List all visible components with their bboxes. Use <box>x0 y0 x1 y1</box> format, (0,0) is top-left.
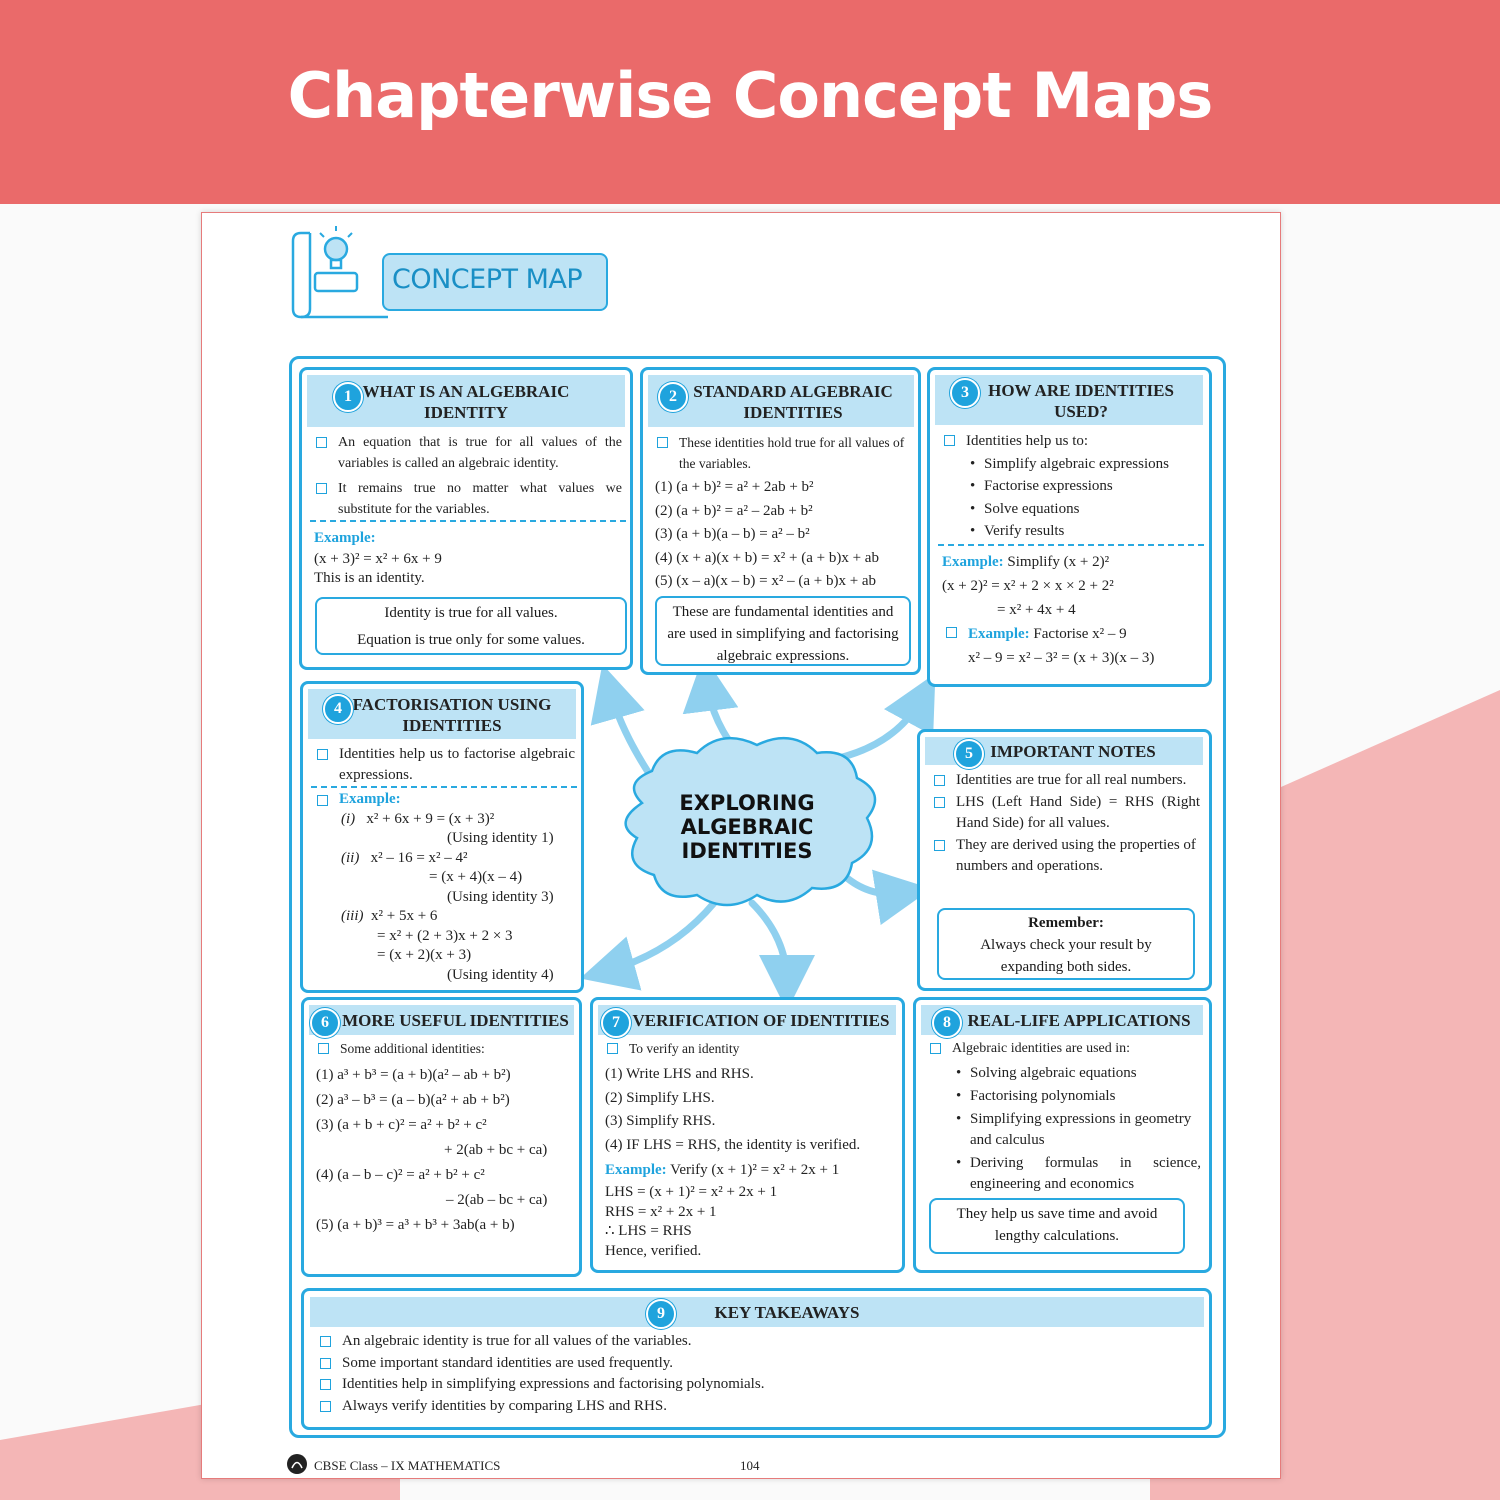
section-2-title-line1: STANDARD ALGEBRAIC <box>693 382 893 401</box>
section-3-box <box>927 367 1212 687</box>
section-4-box <box>300 681 584 993</box>
section-7-steps <box>605 1063 905 1183</box>
section-2-bullet-1 <box>653 432 915 474</box>
takeaway-1: An algebraic identity is true for all values of the variables. <box>316 1331 1196 1353</box>
more-identity-4: (4) (a – b – c)² = a² + b² + c² <box>316 1167 485 1183</box>
more-identity-3: (3) (a + b + c)² = a² + b² + c² <box>316 1117 487 1133</box>
more-identity-1: (1) a³ + b³ = (a + b)(a² – ab + b²) <box>316 1067 511 1083</box>
verify-line-1: LHS = (x + 1)² = x² + 2x + 1 <box>605 1184 778 1200</box>
section-8-title: REAL-LIFE APPLICATIONS <box>967 1011 1191 1030</box>
section-3-ex1-line1: (x + 2)² = x² + 2 × x × 2 + 2² <box>942 578 1114 594</box>
section-1-bullet-1: An equation that is true for all values of the variables is called an algebraic identity. <box>312 432 622 474</box>
center-topic <box>647 791 847 863</box>
verify-step-4: (4) IF LHS = RHS, the identity is verified. <box>605 1136 861 1153</box>
identity-4: (4) (x + a)(x + b) = x² + (a + b)x + ab <box>655 549 879 566</box>
section-6-box <box>301 997 582 1277</box>
section-1-inner-line1: Identity is true for all values. <box>384 605 558 621</box>
section-1-inner-line2: Equation is true only for some values. <box>357 632 585 648</box>
section-9-box <box>301 1288 1212 1430</box>
verify-line-3: ∴ LHS = RHS <box>605 1223 692 1239</box>
use-4: • Verify results <box>970 520 1210 543</box>
remember-box <box>937 908 1195 980</box>
section-5-bullet-1: Identities are true for all real numbers. <box>930 770 1200 792</box>
app-1: • Solving algebraic equations <box>956 1063 1201 1084</box>
identity-2: (2) (a + b)² = a² – 2ab + b² <box>655 502 813 519</box>
section-3-uses <box>940 430 1210 543</box>
section-8-inner-text: They help us save time and avoid lengthy calculations. <box>956 1206 1158 1244</box>
section-4-title-line1: FACTORISATION USING <box>352 695 552 714</box>
section-6-header <box>309 1005 574 1035</box>
header-banner <box>0 0 1500 204</box>
section-4-examples <box>313 790 583 985</box>
section-2-bullet-text: These identities hold true for all values of the variables. <box>653 432 915 474</box>
section-2-title-line2: IDENTITIES <box>743 403 843 422</box>
section-1-example-eq: (x + 3)² = x² + 6x + 9 <box>314 551 442 567</box>
section-4-title-line2: IDENTITIES <box>402 716 502 735</box>
verify-step-1: (1) Write LHS and RHS. <box>605 1066 754 1082</box>
section-2-header <box>648 375 914 427</box>
ex-ii-label: (ii) <box>341 849 360 866</box>
section-7-title: VERIFICATION OF IDENTITIES <box>632 1011 890 1030</box>
section-1-box <box>299 367 633 670</box>
section-3-ex1-line2: = x² + 4x + 4 <box>997 602 1076 618</box>
key-takeaways-list <box>316 1331 1196 1417</box>
section-7-verification <box>605 1183 905 1261</box>
section-3-ex2-line1: x² – 9 = x² – 3² = (x + 3)(x – 3) <box>968 650 1155 666</box>
app-3: • Simplifying expressions in geometry and calculus <box>956 1109 1201 1151</box>
section-6-bullet-text: Some additional identities: <box>314 1038 576 1059</box>
section-7-bullet-text: To verify an identity <box>603 1038 893 1059</box>
section-5-bullet-3: They are derived using the properties of numbers and operations. <box>930 835 1200 878</box>
ex-i-label: (i) <box>341 810 356 827</box>
section-4-bullet-1 <box>313 744 575 786</box>
section-5-bullet-2: LHS (Left Hand Side) = RHS (Right Hand Side) for all values. <box>930 792 1200 835</box>
identity-3: (3) (a + b)(a – b) = a² – b² <box>655 526 810 542</box>
section-2-inner-text: These are fundamental identities and are used in simplifying and factorising algebraic expressions. <box>667 604 899 664</box>
section-5-title: IMPORTANT NOTES <box>990 742 1156 761</box>
section-1-example-label: Example: <box>314 530 376 546</box>
section-1-example-note: This is an identity. <box>314 570 425 586</box>
section-3-title-line2: USED? <box>1054 402 1108 421</box>
section-3-number: 3 <box>950 378 980 408</box>
section-2-number: 2 <box>658 382 688 412</box>
identity-5: (5) (x – a)(x – b) = x² – (a + b)x + ab <box>655 573 877 589</box>
ex-i-note: (Using identity 1) <box>447 830 554 846</box>
section-1-title-line1: WHAT IS AN ALGEBRAIC <box>362 382 570 401</box>
ex-iii-label: (iii) <box>341 908 364 924</box>
section-3-ex2-label: Example: <box>968 626 1030 642</box>
section-9-title: KEY TAKEAWAYS <box>714 1303 860 1322</box>
section-2-box <box>640 367 921 675</box>
section-1-title-line2: IDENTITY <box>423 403 509 422</box>
use-3: • Solve equations <box>970 498 1210 521</box>
identity-1: (1) (a + b)² = a² + 2ab + b² <box>655 479 814 495</box>
use-1: • Simplify algebraic expressions <box>970 453 1210 476</box>
remember-text: Always check your result by expanding both sides. <box>980 937 1152 975</box>
section-8-inner-box <box>929 1198 1185 1254</box>
concept-map-page <box>201 212 1281 1479</box>
section-1-divider <box>310 520 626 522</box>
section-8-box <box>913 997 1212 1273</box>
section-9-number: 9 <box>646 1299 676 1329</box>
section-3-examples <box>942 550 1212 670</box>
section-7-example-label: Example: <box>605 1162 667 1178</box>
section-4-bullet-text: Identities help us to factorise algebraic expressions. <box>313 744 575 786</box>
ex-ii-eq2: = (x + 4)(x – 4) <box>429 869 523 885</box>
section-1-bullets <box>312 432 622 520</box>
section-8-apps <box>956 1063 1201 1195</box>
more-identity-4b: – 2(ab – bc + ca) <box>446 1192 548 1208</box>
section-8-header <box>921 1005 1203 1035</box>
ex-iii-note: (Using identity 4) <box>447 966 554 983</box>
section-8-bullet-1 <box>926 1038 1206 1059</box>
more-identity-5: (5) (a + b)³ = a³ + b³ + 3ab(a + b) <box>316 1217 515 1233</box>
section-9-header <box>310 1297 1204 1327</box>
more-identity-2: (2) a³ – b³ = (a – b)(a² + ab + b²) <box>316 1092 510 1108</box>
app-4: • Deriving formulas in science, engineering and economics <box>956 1153 1201 1195</box>
ex-ii-note: (Using identity 3) <box>447 888 554 905</box>
section-8-bullet-text: Algebraic identities are used in: <box>926 1038 1206 1059</box>
section-2-inner-box <box>655 596 911 666</box>
takeaway-2: Some important standard identities are used frequently. <box>316 1353 1196 1375</box>
takeaway-4: Always verify identities by comparing LHS and RHS. <box>316 1396 1196 1418</box>
center-line-2: ALGEBRAIC <box>680 815 814 839</box>
section-3-title-line1: HOW ARE IDENTITIES <box>988 381 1174 400</box>
section-3-ex1-label: Example: <box>942 554 1004 570</box>
section-7-bullet-1 <box>603 1038 893 1059</box>
remember-title: Remember: <box>1028 915 1104 931</box>
section-1-bullet-2: It remains true no matter what values we substitute for the variables. <box>312 478 622 520</box>
banner-title: Chapterwise Concept Maps <box>287 58 1213 132</box>
center-line-1: EXPLORING <box>679 791 815 815</box>
section-3-ex1-text: Simplify (x + 2)² <box>1007 554 1110 570</box>
concept-map-label-box <box>382 253 608 311</box>
ex-ii-eq: x² – 16 = x² – 4² <box>370 849 468 866</box>
verify-step-3: (3) Simplify RHS. <box>605 1113 716 1129</box>
section-5-box <box>917 729 1212 991</box>
section-3-ex2-text: Factorise x² – 9 <box>1033 626 1127 642</box>
footer-left: CBSE Class – IX MATHEMATICS <box>314 1458 501 1473</box>
center-line-3: IDENTITIES <box>681 839 813 863</box>
takeaway-3: Identities help in simplifying expressions and factorising polynomials. <box>316 1374 1196 1396</box>
ex-i-eq: x² + 6x + 9 = (x + 3)² <box>366 810 495 827</box>
section-8-number: 8 <box>932 1008 962 1038</box>
use-2: • Factorise expressions <box>970 475 1210 498</box>
ex-iii-eq: x² + 5x + 6 <box>371 908 438 924</box>
section-6-number: 6 <box>310 1008 340 1038</box>
section-7-header <box>598 1005 896 1035</box>
app-2: • Factorising polynomials <box>956 1086 1201 1107</box>
concept-map-label: CONCEPT MAP <box>392 264 583 295</box>
section-1-example <box>314 528 624 589</box>
section-5-bullets <box>930 770 1200 878</box>
ex-iii-eq3: = (x + 2)(x + 3) <box>377 947 472 963</box>
verify-step-2: (2) Simplify LHS. <box>605 1089 715 1106</box>
section-6-bullet-1 <box>314 1038 576 1059</box>
ex-iii-eq2: = x² + (2 + 3)x + 2 × 3 <box>377 927 513 944</box>
section-2-identities <box>655 476 920 594</box>
section-6-title: MORE USEFUL IDENTITIES <box>342 1011 569 1030</box>
section-7-box <box>590 997 905 1273</box>
section-3-bullet: Identities help us to: <box>940 430 1210 453</box>
section-7-example-text: Verify (x + 1)² = x² + 2x + 1 <box>670 1162 840 1178</box>
verify-line-2: RHS = x² + 2x + 1 <box>605 1203 717 1220</box>
section-6-identities <box>316 1063 578 1238</box>
section-4-divider <box>311 786 577 788</box>
section-3-divider <box>938 544 1204 546</box>
section-1-number: 1 <box>333 382 363 412</box>
verify-line-4: Hence, verified. <box>605 1242 702 1259</box>
section-7-number: 7 <box>601 1008 631 1038</box>
page-number: 104 <box>740 1458 760 1473</box>
publisher-logo-icon <box>286 1453 308 1475</box>
more-identity-3b: + 2(ab + bc + ca) <box>444 1142 548 1158</box>
section-4-number: 4 <box>323 694 353 724</box>
section-5-number: 5 <box>954 739 984 769</box>
section-4-example-label: Example: <box>313 790 583 810</box>
section-1-inner-box <box>315 597 627 655</box>
